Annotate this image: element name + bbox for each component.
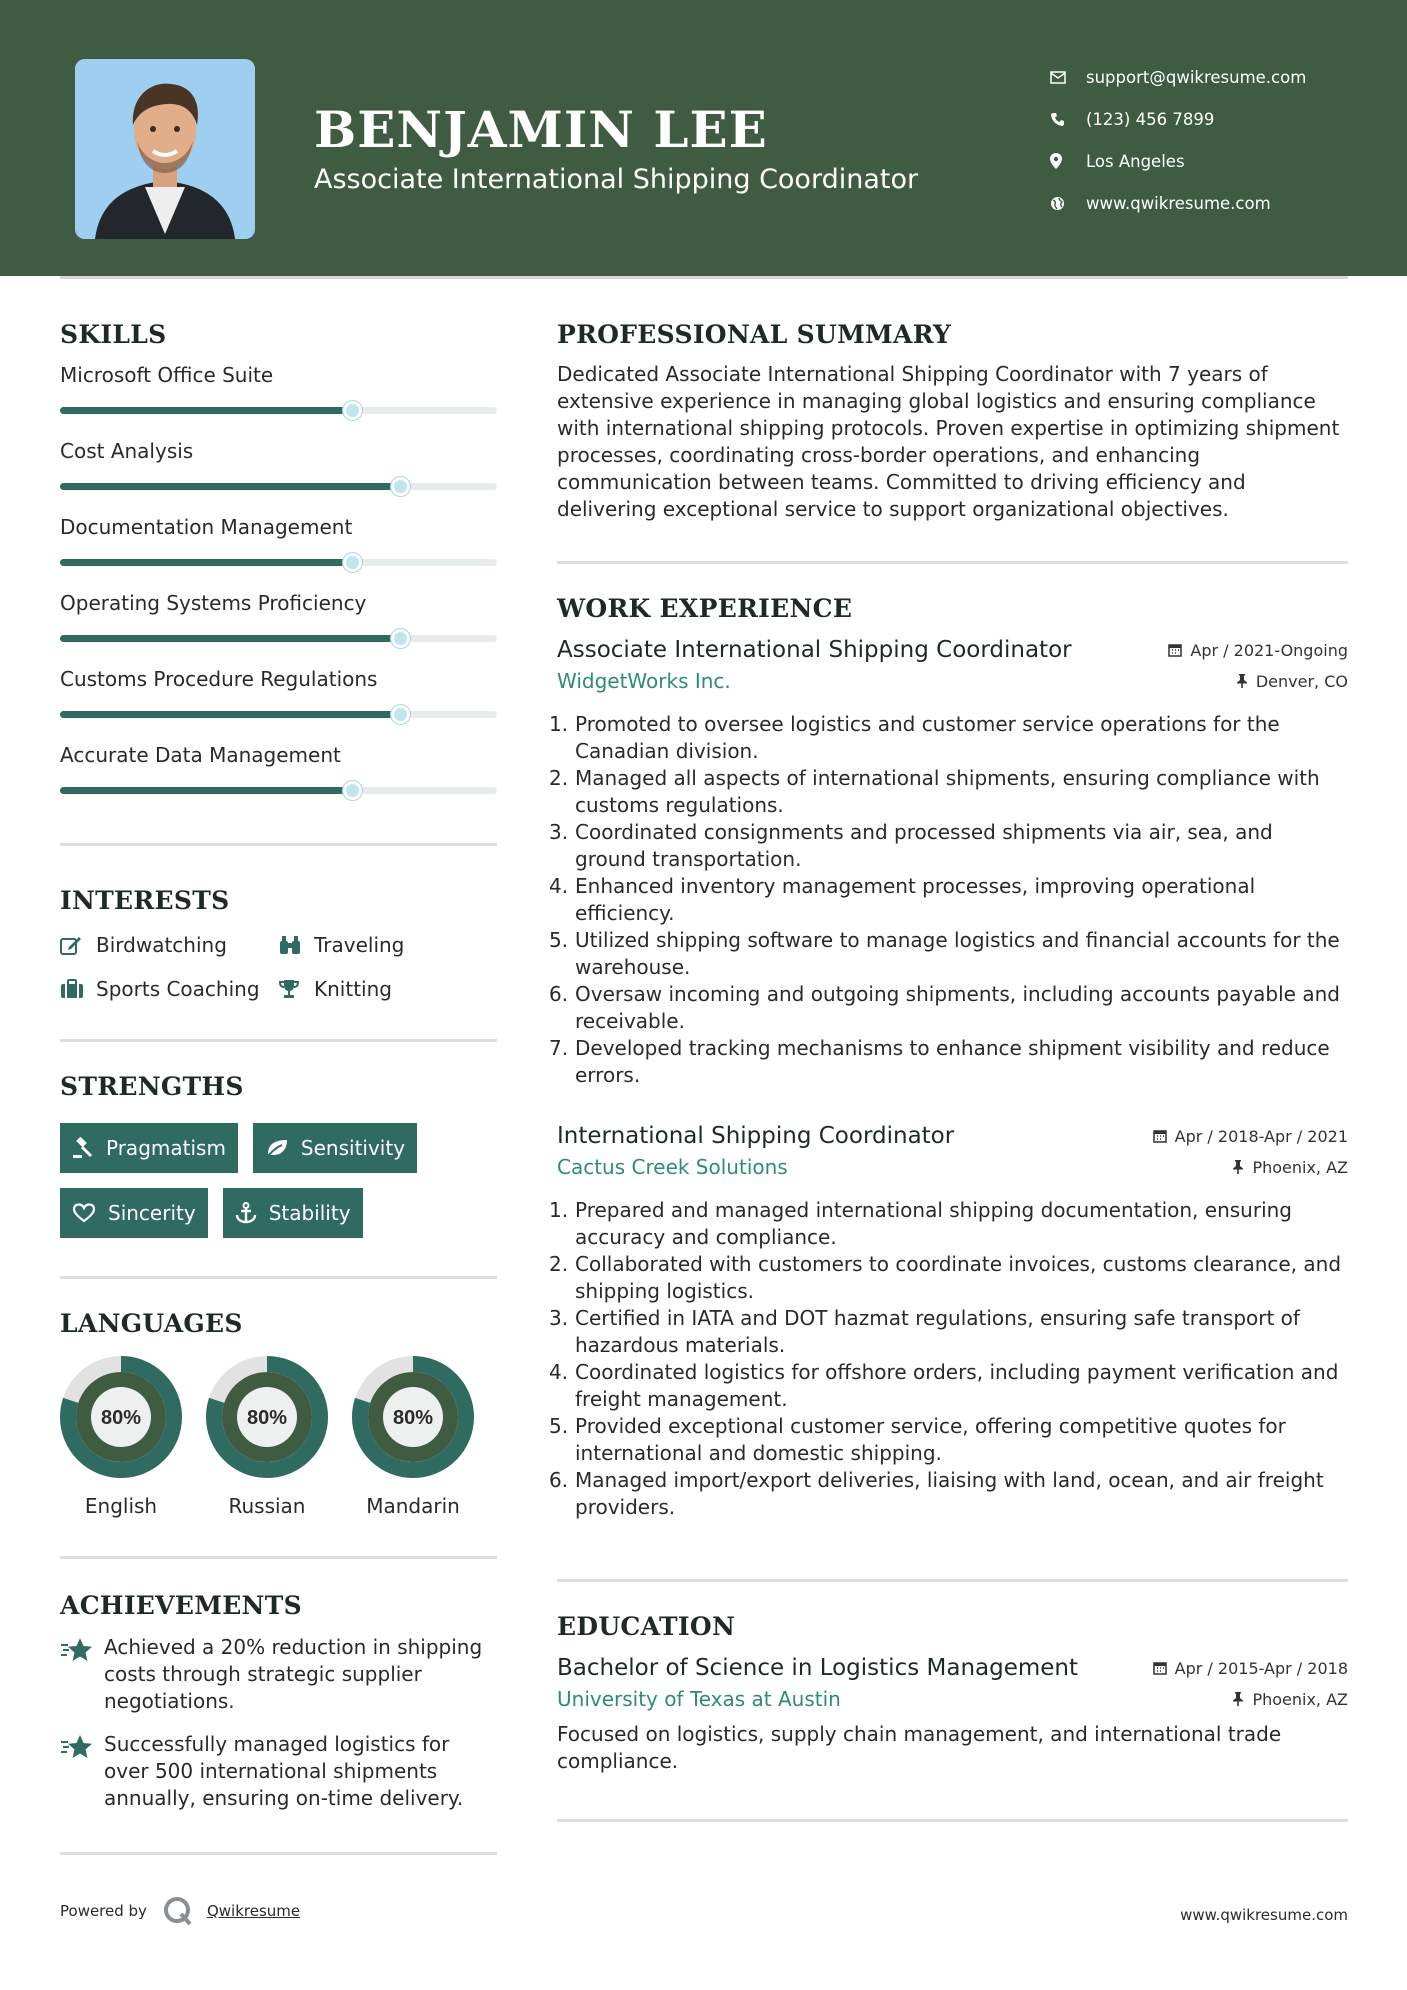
job-dates-text: Apr / 2018-Apr / 2021 xyxy=(1174,1126,1348,1146)
contact-email[interactable] xyxy=(1050,56,1370,98)
section-divider xyxy=(557,561,1348,564)
section-divider xyxy=(60,1556,497,1559)
skill-label: Operating Systems Proficiency xyxy=(60,591,367,615)
achievements-title: ACHIEVEMENTS xyxy=(60,1591,302,1620)
interests-title: INTERESTS xyxy=(60,886,230,915)
section-divider xyxy=(557,1819,1348,1822)
skill-item xyxy=(60,431,497,507)
language-item xyxy=(60,1356,182,1518)
languages-list xyxy=(60,1356,497,1518)
strength-badge xyxy=(253,1123,417,1173)
section-divider xyxy=(60,1852,497,1855)
list-item: 6. Oversaw incoming and outgoing shipments, including accounts payable and receivable. xyxy=(549,982,1340,1033)
leaf-icon xyxy=(265,1138,289,1158)
qwikresume-link[interactable]: Qwikresume xyxy=(206,1902,301,1920)
job-dates xyxy=(1168,641,1348,660)
skill-bar-fill xyxy=(60,483,401,490)
skill-bar-fill xyxy=(60,559,353,566)
header-divider xyxy=(60,276,1348,279)
job-location-text: Phoenix, AZ xyxy=(1252,1157,1348,1177)
skill-bar-knob xyxy=(391,705,410,724)
globe-icon xyxy=(1050,196,1086,211)
skill-label: Microsoft Office Suite xyxy=(60,363,274,387)
interest-item xyxy=(60,933,278,957)
section-divider xyxy=(60,843,497,846)
languages-title: LANGUAGES xyxy=(60,1309,243,1338)
skill-label: Documentation Management xyxy=(60,515,353,539)
summary-section xyxy=(557,320,1348,523)
language-item xyxy=(352,1356,474,1518)
footer-url[interactable]: www.qwikresume.com xyxy=(1180,1906,1348,1924)
education-location xyxy=(1232,1690,1348,1709)
skill-bar-fill xyxy=(60,635,401,642)
interest-label: Sports Coaching xyxy=(96,977,260,1001)
skill-item xyxy=(60,735,497,811)
skills-list xyxy=(60,355,497,811)
strength-label: Pragmatism xyxy=(106,1136,226,1160)
language-ring xyxy=(60,1356,182,1478)
interest-label: Birdwatching xyxy=(96,933,227,957)
interest-label: Traveling xyxy=(314,933,405,957)
skill-bar xyxy=(60,787,497,794)
phone-icon xyxy=(1050,112,1086,127)
interest-item xyxy=(278,977,478,1001)
trophy-icon xyxy=(278,979,314,999)
strength-badge xyxy=(60,1123,238,1173)
skill-bar-fill xyxy=(60,787,353,794)
strength-label: Stability xyxy=(268,1201,351,1225)
job-location xyxy=(1236,672,1348,691)
achievement-text: Achieved a 20% reduction in shipping costs through strategic supplier negotiations. xyxy=(104,1635,483,1713)
summary-text: Dedicated Associate International Shipping Coordinator with 7 years of extensive experience in managing global logistics and ensuring compliance with international shipping protocols. Proven expertise in optimizing shipment processes, coordinating cross-border operations, and enhancing communication between teams. Committed to driving efficiency and delivering exceptional service to support organizational objectives. xyxy=(557,362,1340,521)
language-percent: 80% xyxy=(246,1407,288,1429)
job-entry xyxy=(549,1123,1348,1521)
job-bullets xyxy=(549,1197,1348,1521)
pushpin-icon xyxy=(1232,1692,1244,1706)
list-item: 3. Certified in IATA and DOT hazmat regulations, ensuring safe transport of hazardous materials. xyxy=(549,1306,1300,1357)
strengths-section xyxy=(60,1072,497,1238)
contact-email-text: support@qwikresume.com xyxy=(1086,67,1307,87)
skill-bar-knob xyxy=(343,781,362,800)
language-item xyxy=(206,1356,328,1518)
strengths-list xyxy=(60,1123,497,1238)
experience-title: WORK EXPERIENCE xyxy=(557,594,853,623)
skill-item xyxy=(60,355,497,431)
job-title: International Shipping Coordinator xyxy=(557,1123,955,1149)
education-section xyxy=(557,1612,1348,1775)
resume-header xyxy=(0,0,1407,276)
degree-title: Bachelor of Science in Logistics Management xyxy=(557,1655,1079,1681)
section-divider xyxy=(60,1276,497,1279)
list-item: 3. Coordinated consignments and processed shipments via air, sea, and ground transportation. xyxy=(549,820,1273,871)
strength-label: Sincerity xyxy=(108,1201,196,1225)
briefcase-icon xyxy=(60,979,96,999)
skill-bar xyxy=(60,711,497,718)
section-divider xyxy=(557,1579,1348,1582)
contact-list xyxy=(1050,56,1370,224)
section-divider xyxy=(60,1039,497,1042)
list-item: 1. Prepared and managed international shipping documentation, ensuring accuracy and compliance. xyxy=(549,1198,1293,1249)
job-entry xyxy=(549,637,1348,1089)
skill-item xyxy=(60,507,497,583)
skill-bar-knob xyxy=(343,553,362,572)
skill-bar xyxy=(60,407,497,414)
strength-badge xyxy=(60,1188,208,1238)
skill-bar-fill xyxy=(60,407,353,414)
strength-badge xyxy=(223,1188,363,1238)
list-item: 6. Managed import/export deliveries, liaising with land, ocean, and air freight providers. xyxy=(549,1468,1324,1519)
job-dates-text: Apr / 2021-Ongoing xyxy=(1190,640,1348,660)
education-location-text: Phoenix, AZ xyxy=(1252,1689,1348,1709)
skill-bar-knob xyxy=(391,629,410,648)
contact-website[interactable] xyxy=(1050,182,1370,224)
interest-item xyxy=(60,977,278,1001)
company-name: WidgetWorks Inc. xyxy=(557,669,731,693)
footer-powered-by xyxy=(60,1896,300,1926)
language-label: Russian xyxy=(228,1494,306,1518)
job-location xyxy=(1232,1158,1348,1177)
achievements-section xyxy=(60,1591,497,1812)
skill-bar xyxy=(60,559,497,566)
envelope-icon xyxy=(1050,71,1086,84)
heart-icon xyxy=(72,1203,96,1223)
skills-title: SKILLS xyxy=(60,320,167,349)
list-item: 4. Coordinated logistics for offshore orders, including payment verification and freight management. xyxy=(549,1360,1339,1411)
list-item: 1. Promoted to oversee logistics and customer service operations for the Canadian division. xyxy=(549,712,1280,763)
languages-section xyxy=(60,1309,497,1518)
language-label: English xyxy=(84,1494,158,1518)
calendar-icon xyxy=(1168,643,1182,657)
gavel-icon xyxy=(72,1137,94,1159)
list-item: 5. Provided exceptional customer service, offering competitive quotes for international and domestic shipping. xyxy=(549,1414,1286,1465)
list-item: 7. Developed tracking mechanisms to enhance shipment visibility and reduce errors. xyxy=(549,1036,1330,1087)
interest-label: Knitting xyxy=(314,977,392,1001)
qwikresume-logo-icon xyxy=(163,1896,193,1926)
summary-title: PROFESSIONAL SUMMARY xyxy=(557,320,952,349)
language-ring xyxy=(352,1356,474,1478)
achievement-text: Successfully managed logistics for over 500 international shipments annually, ensuring on-time delivery. xyxy=(104,1732,464,1810)
calendar-icon xyxy=(1153,1129,1167,1143)
right-column xyxy=(549,320,1348,1822)
contact-phone[interactable] xyxy=(1050,98,1370,140)
language-percent: 80% xyxy=(100,1407,142,1429)
pushpin-icon xyxy=(1232,1160,1244,1174)
skill-bar-fill xyxy=(60,711,401,718)
job-location-text: Denver, CO xyxy=(1255,671,1348,691)
star-icon xyxy=(60,1634,104,1715)
job-dates xyxy=(1153,1127,1348,1146)
language-label: Mandarin xyxy=(366,1494,460,1518)
calendar-icon xyxy=(1153,1661,1167,1675)
powered-by-text: Powered by xyxy=(60,1902,147,1920)
language-percent: 80% xyxy=(392,1407,434,1429)
interest-item xyxy=(278,933,478,957)
contact-phone-text: (123) 456 7899 xyxy=(1086,109,1215,129)
list-item: 2. Collaborated with customers to coordinate invoices, customs clearance, and shipping logistics. xyxy=(549,1252,1342,1303)
achievement-item xyxy=(60,1634,497,1715)
candidate-name: BENJAMIN LEE xyxy=(314,100,768,159)
education-dates xyxy=(1153,1659,1348,1678)
language-ring xyxy=(206,1356,328,1478)
interests-list xyxy=(60,933,497,1001)
skill-bar-knob xyxy=(391,477,410,496)
candidate-title: Associate International Shipping Coordinator xyxy=(314,164,919,195)
pushpin-icon xyxy=(1236,674,1248,688)
skill-label: Cost Analysis xyxy=(60,439,194,463)
school-name: University of Texas at Austin xyxy=(557,1687,841,1711)
skills-section xyxy=(60,320,497,811)
company-name: Cactus Creek Solutions xyxy=(557,1155,788,1179)
skill-label: Accurate Data Management xyxy=(60,743,341,767)
strength-label: Sensitivity xyxy=(300,1136,406,1160)
skill-bar xyxy=(60,483,497,490)
experience-section xyxy=(549,594,1348,1521)
contact-location-text: Los Angeles xyxy=(1086,151,1185,171)
education-title: EDUCATION xyxy=(557,1612,736,1641)
contact-website-text: www.qwikresume.com xyxy=(1086,193,1271,213)
list-item: 5. Utilized shipping software to manage logistics and financial accounts for the warehouse. xyxy=(549,928,1340,979)
list-item: 2. Managed all aspects of international shipments, ensuring compliance with customs regulations. xyxy=(549,766,1320,817)
skill-item xyxy=(60,583,497,659)
achievement-item xyxy=(60,1731,497,1812)
job-title: Associate International Shipping Coordinator xyxy=(557,637,1072,663)
strengths-title: STRENGTHS xyxy=(60,1072,244,1101)
skill-item xyxy=(60,659,497,735)
contact-location xyxy=(1050,140,1370,182)
left-column xyxy=(60,320,497,1855)
job-bullets xyxy=(549,711,1348,1089)
list-item: 4. Enhanced inventory management processes, improving operational efficiency. xyxy=(549,874,1256,925)
skill-bar-knob xyxy=(343,401,362,420)
star-icon xyxy=(60,1731,104,1812)
education-description: Focused on logistics, supply chain management, and international trade compliance. xyxy=(557,1722,1282,1773)
binoculars-icon xyxy=(278,935,314,955)
education-dates-text: Apr / 2015-Apr / 2018 xyxy=(1174,1658,1348,1678)
interests-section xyxy=(60,886,497,1001)
map-pin-icon xyxy=(1050,153,1086,169)
profile-photo xyxy=(75,59,255,239)
anchor-icon xyxy=(235,1202,257,1224)
skill-bar xyxy=(60,635,497,642)
skill-label: Customs Procedure Regulations xyxy=(60,667,378,691)
edit-icon xyxy=(60,935,96,955)
